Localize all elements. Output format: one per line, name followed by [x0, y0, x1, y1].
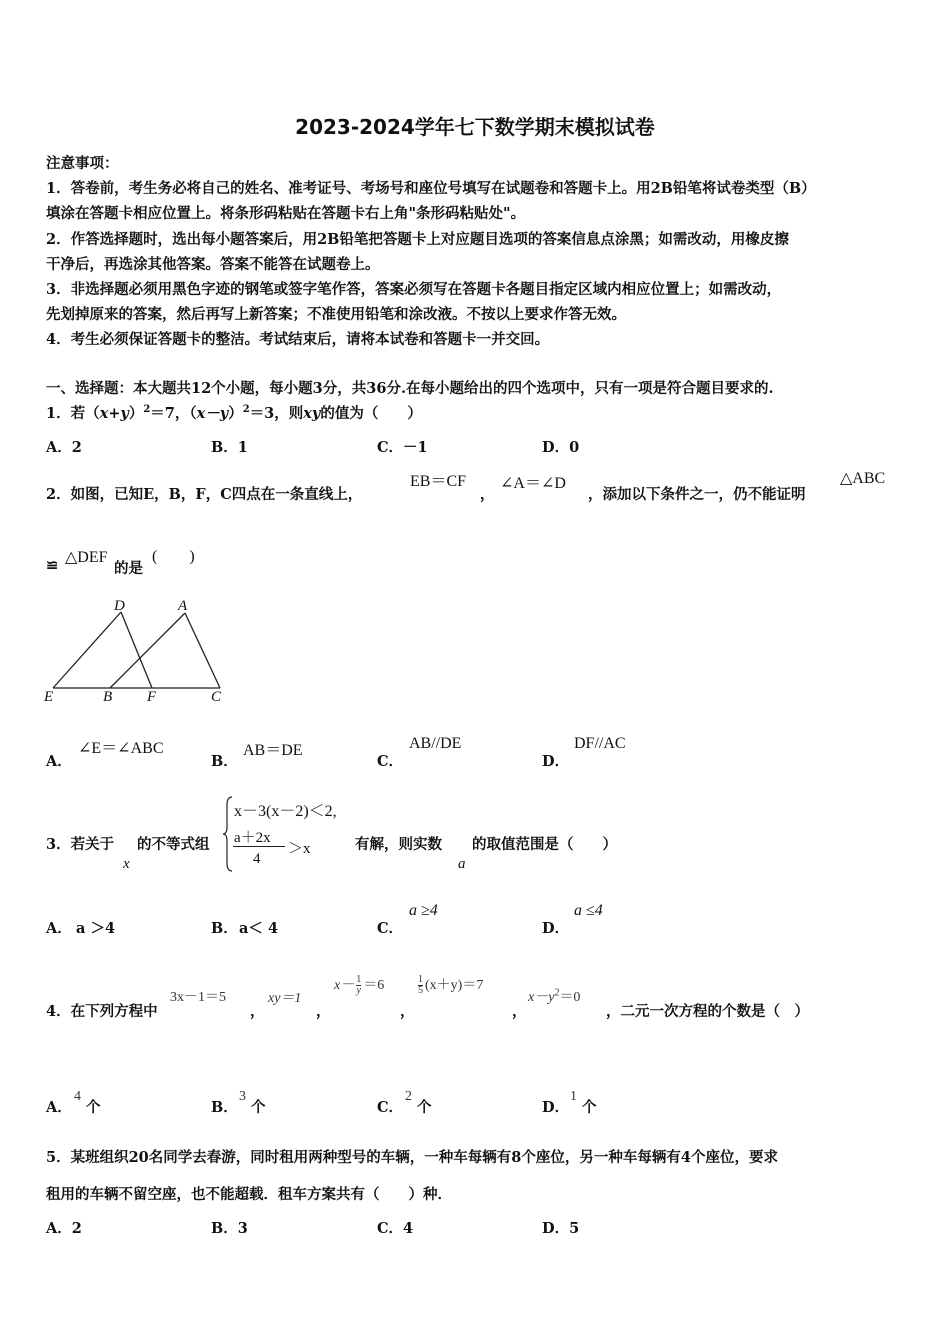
inequality-2-numerator: a＋2x	[234, 830, 271, 846]
math-angle-a-d: ∠A＝∠D	[500, 475, 566, 492]
math-triangle-abc: △ABC	[840, 470, 886, 487]
question-3-stem-c: 有解，则实数	[355, 836, 442, 853]
option-d: D．	[542, 920, 570, 937]
notes-line: 2．作答选择题时，选出每小题答案后，用2B铅笔把答题卡上对应题目选项的答案信息点涂黑；如需改动，用橡皮擦	[46, 231, 789, 248]
option-b: B．	[211, 1099, 238, 1116]
option-b-math: AB＝DE	[243, 742, 303, 759]
equation-2: xy＝1	[268, 991, 302, 1006]
equation-3: x－ $\frac{1}{y}$ ＝6	[334, 974, 385, 997]
option-c-math: AB//DE	[409, 735, 462, 752]
notes-line: 3．非选择题必须用黑色字迹的钢笔或签字笔作答，答案必须写在答题卡各题目指定区域内相应位置上；如需改动，	[46, 281, 782, 298]
comma: ，	[480, 486, 495, 503]
label-e: E	[44, 689, 54, 705]
option-a: A．	[46, 753, 72, 770]
option-b-unit: 个	[251, 1099, 266, 1116]
option-c: C．－1	[377, 439, 428, 456]
option-a: A．2	[46, 1220, 82, 1237]
option-a: A．	[46, 920, 72, 937]
separator: ，	[512, 1003, 527, 1020]
question-5-stem-line2: 租用的车辆不留空座，也不能超载．租车方案共有（ ）种．	[46, 1186, 452, 1203]
option-d-number: 1	[570, 1089, 577, 1104]
label-d: D	[114, 598, 125, 614]
option-b: B．1	[211, 439, 248, 456]
question-1-stem: 1．若$(x+y)^2=7$，$(x-y)^2=3$，则xy的值为（ ）	[46, 404, 422, 422]
label-f: F	[147, 689, 157, 705]
option-d: D．0	[542, 439, 580, 456]
figure-lines	[53, 612, 220, 688]
option-d-math: DF//AC	[574, 735, 626, 752]
option-d-unit: 个	[582, 1099, 597, 1116]
question-2-stem: 2．如图，已知E，B，F，C四点在一条直线上，	[46, 486, 363, 503]
option-c-unit: 个	[417, 1099, 432, 1116]
notes-heading: 注意事项：	[46, 155, 119, 172]
option-d: D．	[542, 1099, 570, 1116]
label-a: A	[178, 598, 188, 614]
label-b: B	[103, 689, 113, 705]
label-c: C	[211, 689, 222, 705]
option-b-value: a＜ 4	[239, 920, 279, 937]
equation-5: $x-y^2=0$	[528, 987, 581, 1005]
var-a: a	[458, 856, 466, 872]
option-d: D．	[542, 753, 570, 770]
option-c: C．	[377, 1099, 404, 1116]
option-c: C．	[377, 753, 404, 770]
math-triangle-def: △DEF	[65, 549, 108, 566]
option-b: B．	[211, 920, 238, 937]
separator: ，	[400, 1003, 415, 1020]
line-ed	[53, 612, 121, 688]
separator: ，	[316, 1003, 331, 1020]
answer-paren: ( )	[152, 548, 195, 565]
notes-line: 填涂在答题卡相应位置上。将条形码粘贴在答题卡右上角"条形码粘贴处"。	[46, 205, 526, 222]
question-3-stem-b: 的不等式组	[137, 836, 210, 853]
question-5-stem: 5．某班组织20名同学去春游，同时租用两种型号的车辆，一种车每辆有8个座位，另一种车每辆有4个座位，要求	[46, 1149, 778, 1166]
option-b: B．3	[211, 1220, 248, 1237]
option-a-number: 4	[74, 1089, 81, 1104]
question-3-stem: 3．若关于	[46, 836, 115, 853]
option-c: C．4	[377, 1220, 414, 1237]
fraction-bar	[233, 846, 285, 847]
option-b-number: 3	[239, 1089, 246, 1104]
option-c-math: a ≥4	[409, 902, 438, 919]
option-a: A．	[46, 1099, 72, 1116]
section-heading: 一、选择题：本大题共12个小题，每小题3分，共36分.在每小题给出的四个选项中，只有一项是符合题目要求的.	[46, 380, 774, 397]
question-3-stem-d: 的取值范围是（ ）	[472, 836, 617, 853]
option-a-value: a ＞4	[76, 920, 116, 937]
equation-1: 3x－1＝5	[170, 990, 226, 1005]
geometry-figure	[40, 595, 240, 707]
option-d-math: a ≤4	[574, 902, 603, 919]
congruent-symbol: ≌	[46, 557, 59, 574]
option-c-number: 2	[405, 1089, 412, 1104]
question-4-stem-b: ，二元一次方程的个数是（ ）	[606, 1003, 809, 1020]
equation-4: $\frac{1}{5}$ (x＋y)＝7	[418, 974, 484, 997]
question-4-stem: 4．在下列方程中	[46, 1003, 158, 1020]
var-x: x	[123, 856, 130, 872]
notes-line: 4．考生必须保证答题卡的整洁。考试结束后，请将本试卷和答题卡一并交回。	[46, 331, 550, 348]
notes-line: 先划掉原来的答案，然后再写上新答案；不准使用铅笔和涂改液。不按以上要求作答无效。	[46, 306, 626, 323]
inequality-1: x－3(x－2)＜2,	[234, 803, 337, 820]
question-2-stem-c: 的是	[114, 560, 143, 577]
notes-line: 干净后，再选涂其他答案。答案不能答在试题卷上。	[46, 256, 380, 273]
line-ac	[185, 613, 220, 688]
option-a-math: ∠E＝∠ABC	[78, 740, 164, 757]
page-title: 2023-2024学年七下数学期末模拟试卷	[295, 115, 655, 139]
option-a: A．2	[46, 439, 82, 456]
inequality-2-rhs: ＞x	[288, 841, 311, 857]
question-2-stem-b: ，添加以下条件之一，仍不能证明	[588, 486, 806, 503]
notes-line: 1．答卷前，考生务必将自己的姓名、准考证号、考场号和座位号填写在试题卷和答题卡上。用2B铅笔将试卷类型（B）	[46, 180, 816, 197]
option-d: D．5	[542, 1220, 580, 1237]
brace-icon	[222, 795, 234, 873]
option-c: C．	[377, 920, 404, 937]
inequality-2-denominator: 4	[253, 851, 261, 867]
option-b: B．	[211, 753, 238, 770]
separator: ，	[250, 1003, 265, 1020]
math-eb-cf: EB＝CF	[410, 473, 467, 490]
option-a-unit: 个	[86, 1099, 101, 1116]
